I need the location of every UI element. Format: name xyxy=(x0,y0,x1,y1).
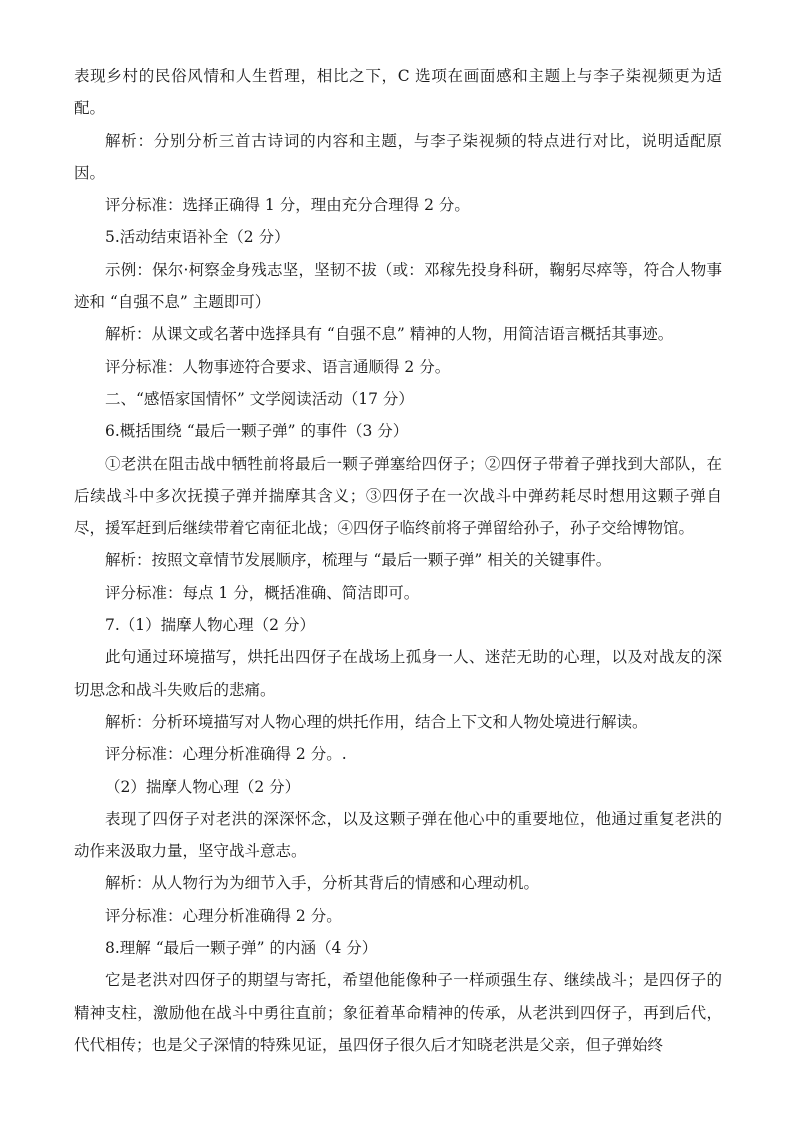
paragraph: 表现了四伢子对老洪的深深怀念，以及这颗子弹在他心中的重要地位，他通过重复老洪的动作来汲取力量，坚守战斗意志。 xyxy=(74,809,722,861)
paragraph: 示例：保尔·柯察金身残志坚，坚韧不拔（或：邓稼先投身科研，鞠躬尽瘁等，符合人物事迹和 “自强不息” 主题即可） xyxy=(74,260,722,312)
paragraph: 评分标准：每点 1 分，概括准确、简洁即可。 xyxy=(105,583,420,602)
paragraph: 表现乡村的民俗风情和人生哲理，相比之下，C 选项在画面感和主题上与李子柒视频更为适配。 xyxy=(74,67,722,118)
paragraph: ①老洪在阻击战中牺牲前将最后一颗子弹塞给四伢子；②四伢子带着子弹找到大部队，在后续战斗中多次抚摸子弹并揣摩其含义；③四伢子在一次战斗中弹药耗尽时想用这颗子弹自尽，援军赶到后继续带着它南征北战；④四伢子临终前将子弹留给孙子，孙子交给博物馆。 xyxy=(74,454,722,538)
section-heading: 7.（1）揣摩人物心理（2 分） xyxy=(105,616,315,635)
paragraph: 解析：分别分析三首古诗词的内容和主题，与李子柒视频的特点进行对比，说明适配原因。 xyxy=(74,131,722,182)
paragraph: 解析：从人物行为为细节入手，分析其背后的情感和心理动机。 xyxy=(105,874,540,893)
paragraph: 解析：从课文或名著中选择具有 “自强不息” 精神的人物，用简洁语言概括其事迹。 xyxy=(105,325,674,344)
paragraph: 解析：分析环境描写对人物心理的烘托作用，结合上下文和人物处境进行解读。 xyxy=(105,712,648,731)
paragraph: 评分标准：心理分析准确得 2 分。. xyxy=(105,745,347,764)
paragraph: 评分标准：人物事迹符合要求、语言通顺得 2 分。 xyxy=(105,357,451,376)
paragraph: 此句通过环境描写，烘托出四伢子在战场上孤身一人、迷茫无助的心理，以及对战友的深切思念和战斗失败后的悲痛。 xyxy=(74,648,722,699)
paragraph: 评分标准：心理分析准确得 2 分。 xyxy=(105,906,342,925)
section-heading: 8.理解 “最后一颗子弹” 的内涵（4 分） xyxy=(105,939,378,958)
section-heading: （2）揣摩人物心理（2 分） xyxy=(105,777,301,796)
document-page xyxy=(74,60,722,1061)
section-heading: 二、“感悟家国情怀” 文学阅读活动（17 分） xyxy=(105,389,414,408)
section-heading: 5.活动结束语补全（2 分） xyxy=(105,228,290,247)
paragraph: 它是老洪对四伢子的期望与寄托，希望他能像种子一样顽强生存、继续战斗；是四伢子的精神支柱，激励他在战斗中勇往直前；象征着革命精神的传承，从老洪到四伢子，再到后代，代代相传；也是父子深情的特殊见证，虽四伢子很久后才知晓老洪是父亲，但子弹始终 xyxy=(74,971,722,1054)
paragraph: 解析：按照文章情节发展顺序，梳理与 “最后一颗子弹” 相关的关键事件。 xyxy=(105,551,612,570)
section-heading: 6.概括围绕 “最后一颗子弹” 的事件（3 分） xyxy=(105,422,409,441)
paragraph: 评分标准：选择正确得 1 分，理由充分合理得 2 分。 xyxy=(105,196,470,215)
